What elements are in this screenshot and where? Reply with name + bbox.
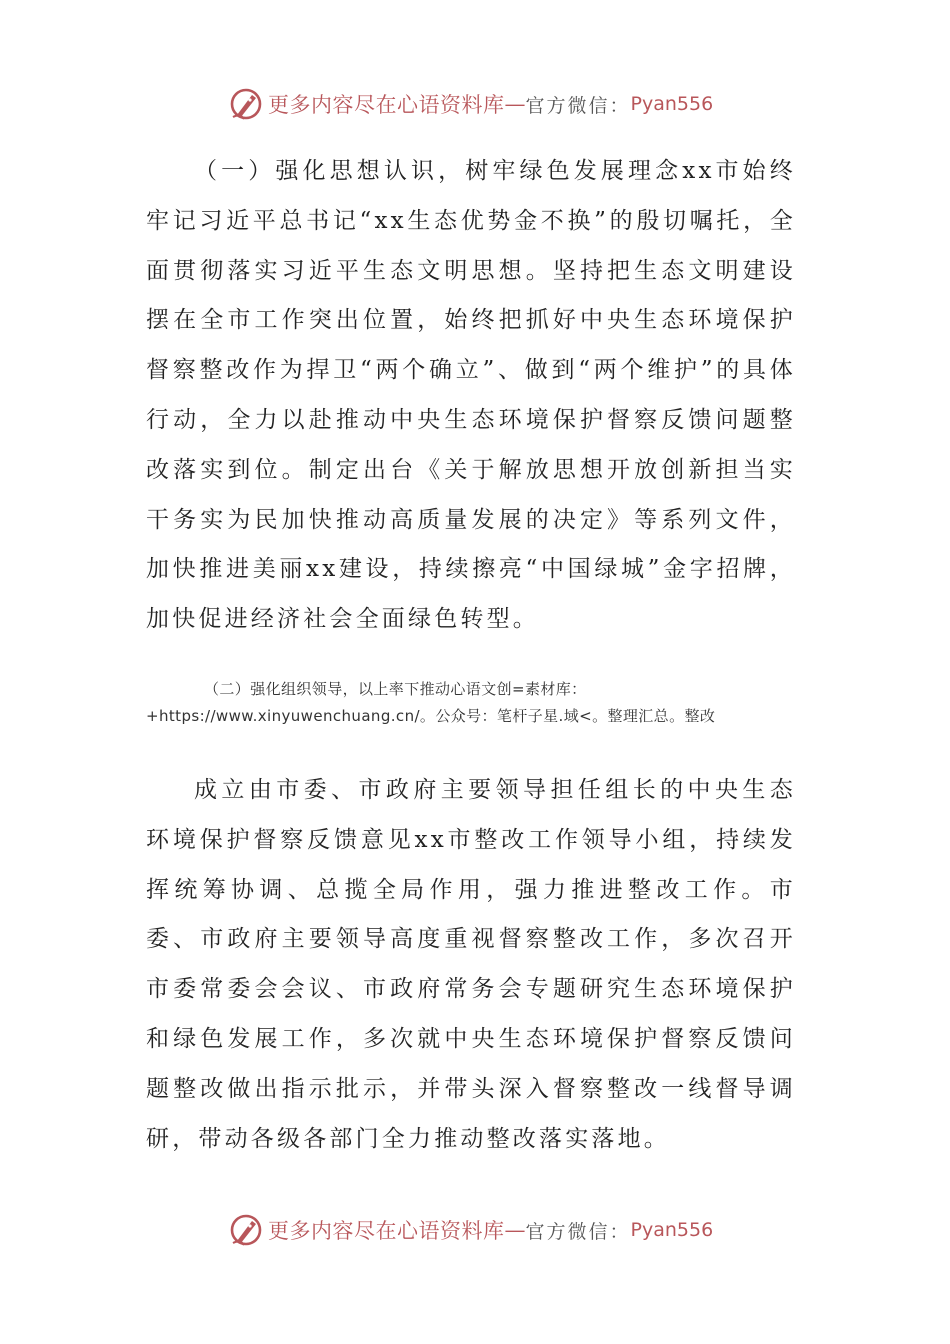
banner-wechat-label: 官方微信： — [525, 94, 631, 117]
banner-brand-text: 更多内容尽在心语资料库 — [268, 93, 505, 117]
header-banner — [228, 84, 788, 124]
pen-nib-logo-icon — [228, 1212, 264, 1248]
banner-dash: — — [504, 1218, 526, 1242]
banner-wechat-id: Pyan556 — [630, 1219, 714, 1241]
banner-wechat-label: 官方微信： — [525, 1220, 631, 1243]
paragraph-3: 成立由市委、市政府主要领导担任组长的中央生态环境保护督察反馈意见xx市整改工作领导小组，持续发挥统筹协调、总揽全局作用，强力推进整改工作。市委、市政府主要领导高度重视督察整改工作，多次召开市委常委会会议、市政府常务会专题研究生态环境保护和绿色发展工作，多次就中央生态环境保护督察反馈问题整改做出指示批示，并带头深入督察整改一线督导调研，带动各级各部门全力推动整改落实落地。 — [146, 777, 796, 1152]
banner-brand-text: 更多内容尽在心语资料库 — [268, 1219, 505, 1243]
footer-banner — [228, 1210, 788, 1250]
paragraph-1: （一）强化思想认识，树牢绿色发展理念xx市始终牢记习近平总书记“xx生态优势金不换”的殷切嘱托，全面贯彻落实习近平生态文明思想。坚持把生态文明建设摆在全市工作突出位置，始终把抓好中央生态环境保护督察整改作为捍卫“两个确立”、做到“两个维护”的具体行动，全力以赴推动中央生态环境保护督察反馈问题整改落实到位。制定出台《关于解放思想开放创新担当实干务实为民加快推动高质量发展的决定》等系列文件，加快推进美丽xx建设，持续擦亮“中国绿城”金字招牌，加快促进经济社会全面绿色转型。 — [146, 158, 796, 633]
banner-dash: — — [504, 92, 526, 116]
banner-wechat-id: Pyan556 — [630, 93, 714, 115]
pen-nib-logo-icon — [228, 86, 264, 122]
paragraph-2-heading: （二）强化组织领导，以上率下推动心语文创=素材库：+https://www.xinyuwenchuang.cn/。公众号：笔杆子星.域<。整理汇总。整改 — [146, 680, 716, 725]
